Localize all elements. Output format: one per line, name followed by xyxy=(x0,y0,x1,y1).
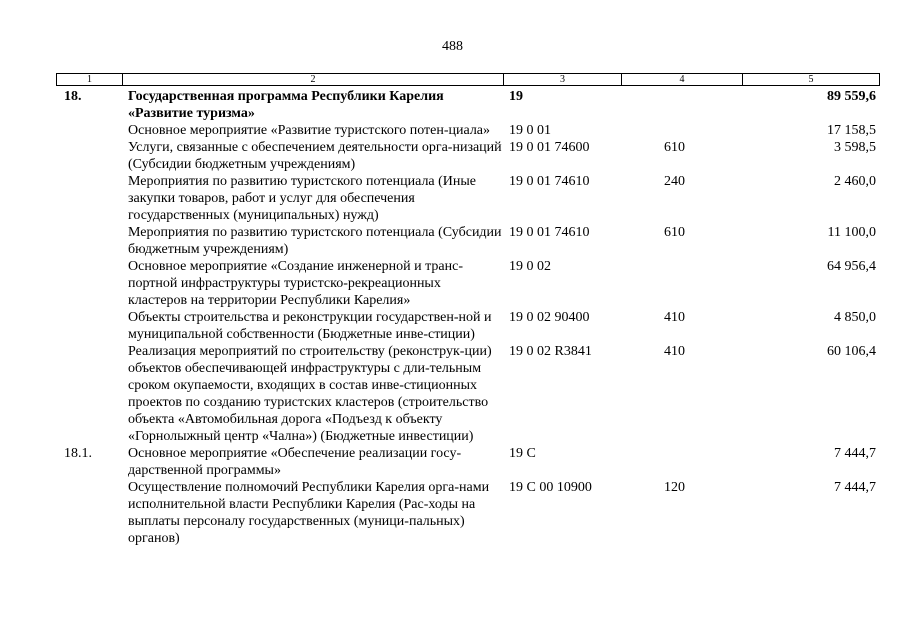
row-code: 19 0 02 R3841 xyxy=(509,344,592,359)
budget-table-body xyxy=(56,88,880,547)
row-description: Основное мероприятие «Развитие туристского потен-циала» xyxy=(128,123,491,138)
table-header xyxy=(56,73,880,86)
row-expense-type: 410 xyxy=(664,310,685,325)
row-expense-type xyxy=(662,445,762,479)
table-row xyxy=(56,309,880,343)
row-expense-type: 610 xyxy=(664,225,685,240)
row-code: 19 0 01 xyxy=(509,123,551,138)
header-col-4: 4 xyxy=(622,74,743,85)
row-number: 18.1. xyxy=(64,446,92,461)
row-number xyxy=(56,139,128,173)
table-row xyxy=(56,173,880,224)
row-number xyxy=(56,479,128,547)
row-sum: 11 100,0 xyxy=(827,225,876,240)
row-sum: 3 598,5 xyxy=(834,140,876,155)
row-sum: 64 956,4 xyxy=(827,259,876,274)
header-col-5: 5 xyxy=(808,74,814,85)
row-number xyxy=(56,173,128,224)
table-row xyxy=(56,122,880,139)
row-description: Осуществление полномочий Республики Карелия орга-нами исполнительной власти Республики Карелия (Рас-ходы на выплаты персоналу государственных (муници-пальных) органов) xyxy=(128,480,490,546)
row-expense-type: 240 xyxy=(664,174,685,189)
row-sum: 7 444,7 xyxy=(834,480,876,495)
row-sum: 2 460,0 xyxy=(834,174,876,189)
row-sum: 17 158,5 xyxy=(827,123,876,138)
row-description: Услуги, связанные с обеспечением деятельности орга-низаций (Субсидии бюджетным учреждениям) xyxy=(128,140,502,172)
row-number: 18. xyxy=(64,89,82,104)
row-number xyxy=(56,309,128,343)
table-row xyxy=(56,479,880,547)
row-description: Основное мероприятие «Обеспечение реализации госу-дарственной программы» xyxy=(128,446,462,478)
row-description: Реализация мероприятий по строительству (реконструк-ции) объектов обеспечивающей инфраструктуры с дли-тельным сроком окупаемости, входящих в состав инве-стиционных проектов по созданию туристских кластеров (строительство объекта «Автомобильная дорога «Подъезд к объекту «Горнолыжный центр «Чална») (Бюджетные инвестиции) xyxy=(128,344,492,444)
row-expense-type xyxy=(662,122,762,139)
row-expense-type xyxy=(662,88,762,122)
row-expense-type: 410 xyxy=(664,344,685,359)
row-description: Мероприятия по развитию туристского потенциала (Субсидии бюджетным учреждениям) xyxy=(128,225,502,257)
table-row xyxy=(56,224,880,258)
table-row xyxy=(56,139,880,173)
table-row xyxy=(56,445,880,479)
row-number xyxy=(56,258,128,309)
row-code: 19 0 01 74610 xyxy=(509,174,590,189)
table-row xyxy=(56,258,880,309)
row-sum: 7 444,7 xyxy=(834,446,876,461)
row-sum: 89 559,6 xyxy=(827,89,876,104)
row-code: 19 0 01 74600 xyxy=(509,140,590,155)
row-description: Основное мероприятие «Создание инженерной и транс-портной инфраструктуры туристско-рекреационных кластеров на территории Республики Карелия» xyxy=(128,259,464,308)
row-expense-type: 610 xyxy=(664,140,685,155)
page-number: 488 xyxy=(442,39,463,54)
row-description: Государственная программа Республики Карелия «Развитие туризма» xyxy=(128,89,444,121)
table-row xyxy=(56,343,880,445)
row-code: 19 0 01 74610 xyxy=(509,225,590,240)
row-number xyxy=(56,343,128,445)
row-code: 19 С xyxy=(509,446,536,461)
header-col-1: 1 xyxy=(57,74,123,85)
row-expense-type: 120 xyxy=(664,480,685,495)
row-code: 19 0 02 xyxy=(509,259,551,274)
header-col-3: 3 xyxy=(504,74,622,85)
row-sum: 4 850,0 xyxy=(834,310,876,325)
row-number xyxy=(56,224,128,258)
table-row xyxy=(56,88,880,122)
row-code: 19 0 02 90400 xyxy=(509,310,590,325)
row-code: 19 xyxy=(509,89,523,104)
row-sum: 60 106,4 xyxy=(827,344,876,359)
header-col-2: 2 xyxy=(123,74,504,85)
row-description: Мероприятия по развитию туристского потенциала (Иные закупки товаров, работ и услуг для обеспечения государственных (муниципальных) нужд) xyxy=(128,174,477,223)
row-expense-type xyxy=(662,258,762,309)
row-code: 19 С 00 10900 xyxy=(509,480,592,495)
row-number xyxy=(56,122,128,139)
row-description: Объекты строительства и реконструкции государствен-ной и муниципальной собственности (Бюджетные инве-стиции) xyxy=(128,310,492,342)
